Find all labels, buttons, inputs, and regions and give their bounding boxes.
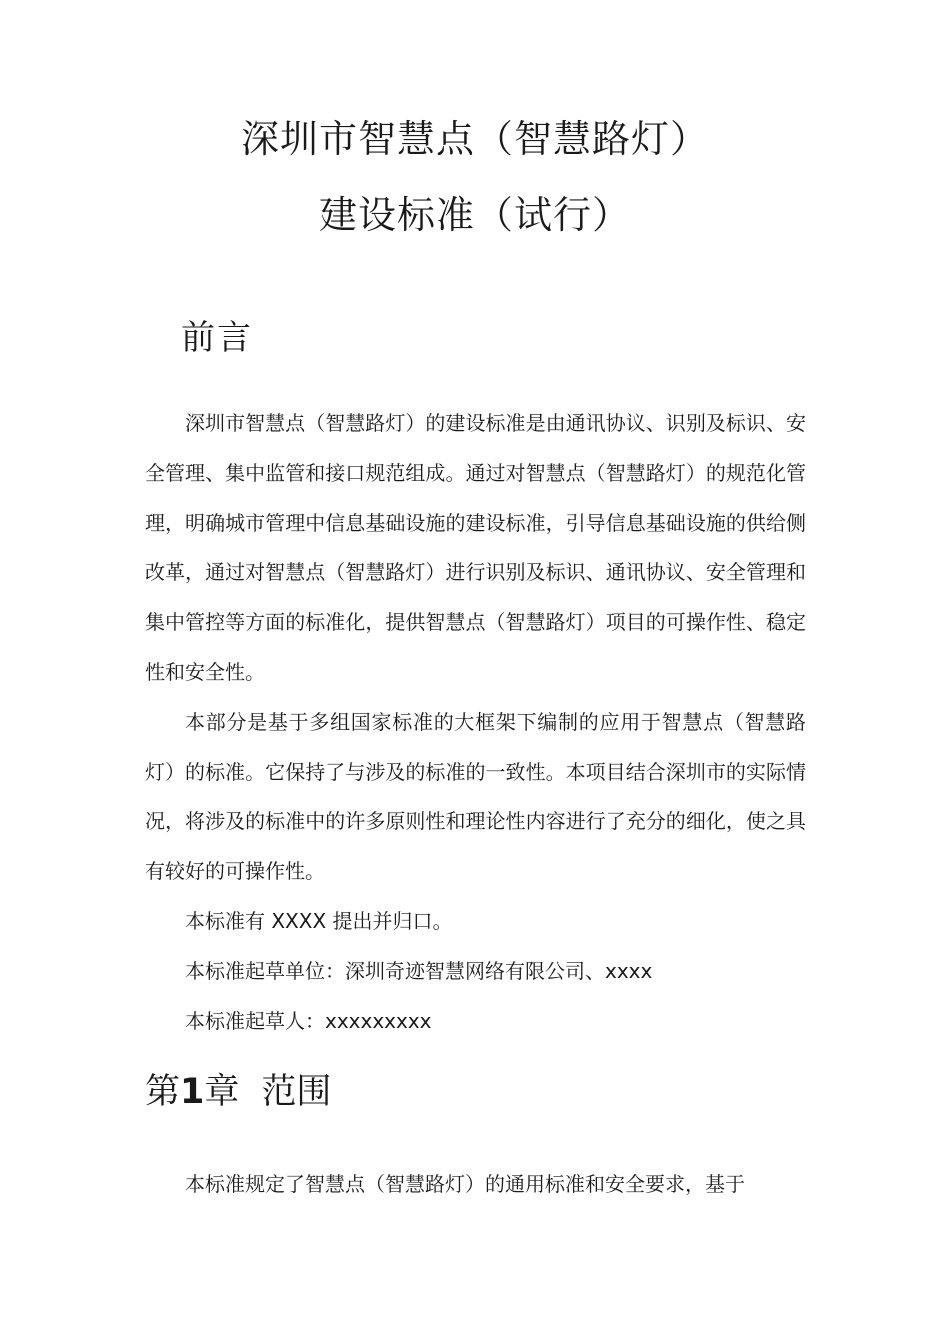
chapter-number: 1 xyxy=(180,1072,205,1112)
chapter-title: 范围 xyxy=(261,1072,332,1112)
preface-paragraph-3: 本标准有 XXXX 提出并归口。 xyxy=(185,908,453,933)
chapter-suffix: 章 xyxy=(204,1072,240,1112)
preface-heading: 前言 xyxy=(181,318,253,358)
scope-body xyxy=(145,1160,806,1210)
scope-paragraph: 本标准规定了智慧点（智慧路灯）的通用标准和安全要求，基于 xyxy=(185,1172,745,1196)
preface-body xyxy=(145,399,806,1046)
preface-paragraph-2: 本部分是基于多组国家标准的大框架下编制的应用于智慧点（智慧路灯）的标准。它保持了与涉及的标准的一致性。本项目结合深圳市的实际情况，将涉及的标准中的许多原则性和理论性内容进行了充分的细化，使之具有较好的可操作性。 xyxy=(145,709,806,884)
preface-paragraph-4: 本标准起草单位：深圳奇迹智慧网络有限公司、xxxx xyxy=(185,958,653,983)
document-title-line2: 建设标准（试行） xyxy=(318,193,631,237)
chapter-heading xyxy=(145,1064,331,1114)
preface-paragraph-5: 本标准起草人：xxxxxxxxx xyxy=(185,1008,432,1033)
chapter-prefix: 第 xyxy=(145,1072,181,1112)
preface-paragraph-1: 深圳市智慧点（智慧路灯）的建设标准是由通讯协议、识别及标识、安全管理、集中监管和接口规范组成。通过对智慧点（智慧路灯）的规范化管理，明确城市管理中信息基础设施的建设标准，引导信息基础设施的供给侧改革，通过对智慧点（智慧路灯）进行识别及标识、通讯协议、安全管理和集中管控等方面的标准化，提供智慧点（智慧路灯）项目的可操作性、稳定性和安全性。 xyxy=(145,411,806,684)
document-title-line1: 深圳市智慧点（智慧路灯） xyxy=(240,117,709,161)
